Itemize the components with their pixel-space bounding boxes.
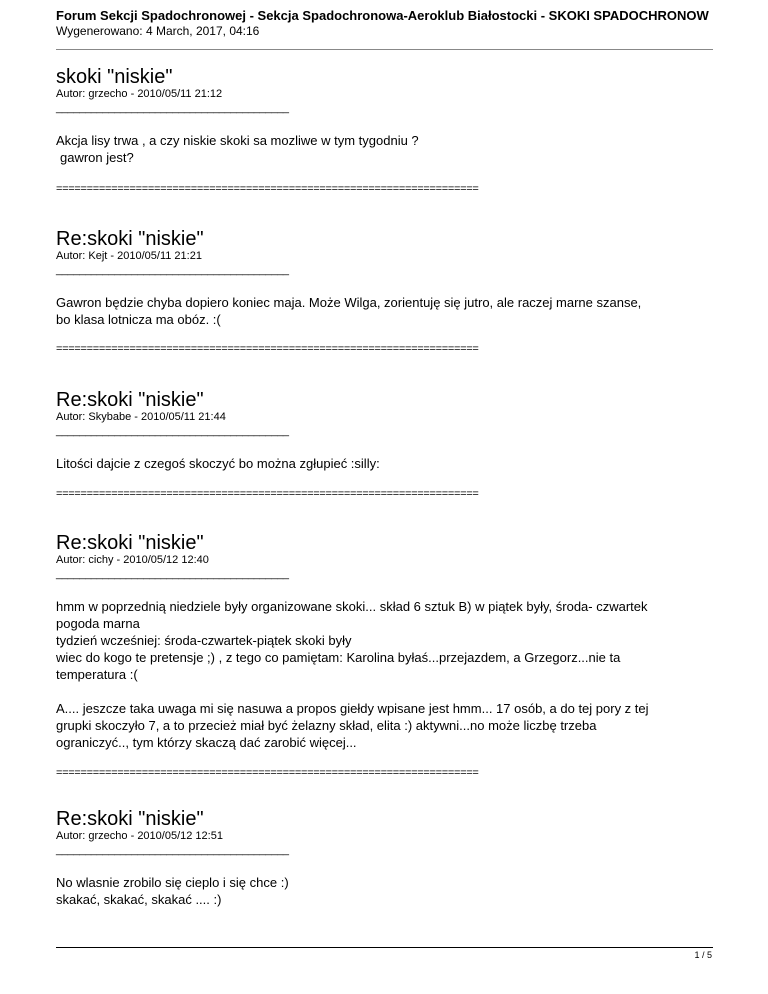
post-body bbox=[56, 132, 716, 166]
post bbox=[56, 390, 716, 500]
post-underline: ________________________________________ bbox=[56, 425, 289, 437]
post-body-line: bo klasa lotnicza ma obóz. :( bbox=[56, 312, 221, 327]
post-underline: ________________________________________ bbox=[56, 568, 289, 580]
post-separator: ===================================================================== bbox=[56, 488, 479, 500]
post bbox=[56, 67, 716, 195]
post bbox=[56, 809, 716, 908]
page-number: 1 / 5 bbox=[694, 950, 712, 960]
post-body-line: A.... jeszcze taka uwaga mi się nasuwa a propos giełdy wpisane jest hmm... 17 osób, a do tej pory z tej bbox=[56, 701, 649, 716]
post-author-date: Autor: Kejt - 2010/05/11 21:21 bbox=[56, 250, 202, 262]
post-author-date: Autor: grzecho - 2010/05/11 21:12 bbox=[56, 88, 223, 100]
post-body-line: grupki skoczyło 7, a to przecież miał być żelazny skład, elita :) aktywni...no może liczbę trzeba bbox=[56, 718, 597, 733]
post-underline: ________________________________________ bbox=[56, 264, 289, 276]
generated-date: Wygenerowano: 4 March, 2017, 04:16 bbox=[56, 24, 260, 38]
post-title: Re:skoki "niskie" bbox=[56, 389, 204, 411]
post-title: Re:skoki "niskie" bbox=[56, 532, 204, 554]
post-title: Re:skoki "niskie" bbox=[56, 228, 204, 250]
post-body-line: gawron jest? bbox=[60, 150, 134, 165]
header-divider bbox=[56, 49, 713, 50]
post-body bbox=[56, 455, 716, 472]
post-separator: ===================================================================== bbox=[56, 343, 479, 355]
post-body bbox=[56, 874, 716, 908]
post bbox=[56, 229, 716, 355]
post-body-line: temperatura :( bbox=[56, 667, 138, 682]
forum-title: Forum Sekcji Spadochronowej - Sekcja Spadochronowa-Aeroklub Białostocki - SKOKI SPADOCHRONOW bbox=[56, 8, 709, 23]
post-body-line: Gawron będzie chyba dopiero koniec maja. Może Wilga, zorientuję się jutro, ale raczej marne szanse, bbox=[56, 295, 642, 310]
post-underline: ________________________________________ bbox=[56, 102, 289, 114]
post-separator: ===================================================================== bbox=[56, 767, 479, 779]
post-author-date: Autor: grzecho - 2010/05/12 12:51 bbox=[56, 830, 223, 842]
page-header bbox=[56, 8, 768, 38]
post-body-line: ograniczyć.., tym którzy skaczą dać zarobić więcej... bbox=[56, 735, 357, 750]
post bbox=[56, 533, 716, 779]
post-title: skoki "niskie" bbox=[56, 66, 173, 88]
post-underline: ________________________________________ bbox=[56, 844, 289, 856]
footer-divider bbox=[56, 947, 713, 948]
post-separator: ===================================================================== bbox=[56, 183, 479, 195]
post-title: Re:skoki "niskie" bbox=[56, 808, 204, 830]
post-body bbox=[56, 294, 716, 328]
post-body-line: No wlasnie zrobilo się cieplo i się chce :) bbox=[56, 875, 289, 890]
post-body-line: tydzień wcześniej: środa-czwartek-piątek skoki były bbox=[56, 633, 352, 648]
post-body-line: skakać, skakać, skakać .... :) bbox=[56, 892, 222, 907]
post-body-line: hmm w poprzednią niedziele były organizowane skoki... skład 6 sztuk B) w piątek były, środa- czwartek bbox=[56, 599, 648, 614]
post-author-date: Autor: cichy - 2010/05/12 12:40 bbox=[56, 554, 209, 566]
post-body bbox=[56, 598, 716, 751]
post-body-line: Litości dajcie z czegoś skoczyć bo można zgłupieć :silly: bbox=[56, 456, 380, 471]
post-body-line: wiec do kogo te pretensje ;) , z tego co pamiętam: Karolina byłaś...przejazdem, a Grzegorz...nie ta bbox=[56, 650, 621, 665]
post-body-line: pogoda marna bbox=[56, 616, 140, 631]
post-body-line: Akcja lisy trwa , a czy niskie skoki sa mozliwe w tym tygodniu ? bbox=[56, 133, 419, 148]
post-author-date: Autor: Skybabe - 2010/05/11 21:44 bbox=[56, 411, 226, 423]
